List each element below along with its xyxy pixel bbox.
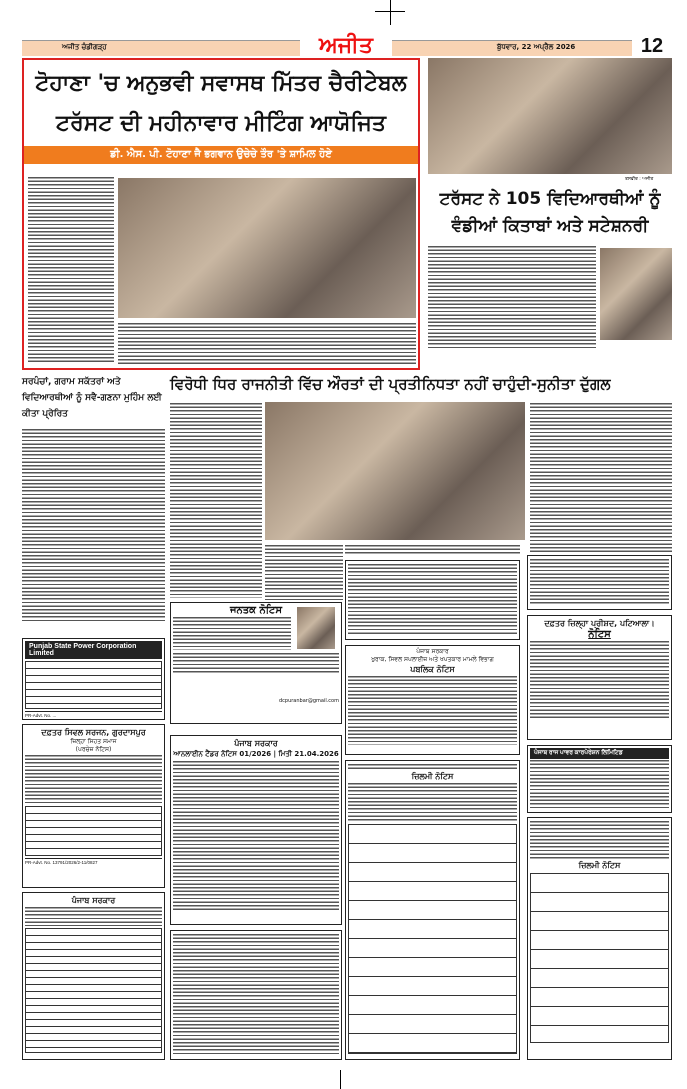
trust-photo-small: [600, 248, 672, 340]
ad-body: [173, 652, 339, 674]
ad-body: [530, 558, 669, 605]
article-body: [118, 322, 416, 364]
photo-credit: ਤਸਵੀਰ : ਅਜੀਤ: [625, 177, 654, 182]
edition-label: ਅਜੀਤ ਚੰਡੀਗੜ੍ਹ: [62, 43, 107, 51]
census-headline: ਸਰਪੰਚਾਂ, ਗਰਾਮ ਸਕੱਤਰਾਂ ਅਤੇ ਵਿਦਿਆਰਥੀਆਂ ਨੂੰ ਸਵੈ-ਗਣਨਾ ਮੁਹਿੰਮ ਲਈ ਕੀਤਾ ਪ੍ਰੇਰਿਤ: [22, 377, 162, 419]
trust-headline: ਟਰੱਸਟ ਨੇ 105 ਵਿਦਿਆਰਥੀਆਂ ਨੂੰ ਵੰਡੀਆਂ ਕਿਤਾਬਾਂ ਅਤੇ ਸਟੇਸ਼ਨਰੀ: [439, 189, 661, 236]
ad-notice: [345, 560, 520, 640]
duggal-photo: [265, 402, 525, 540]
ad-subtitle: ਖੁਰਾਕ, ਸਿਵਲ ਸਪਲਾਈਜ਼ ਅਤੇ ਖਪਤਕਾਰ ਮਾਮਲੇ ਵਿਭਾਗ: [371, 656, 494, 663]
person-photo: [297, 607, 335, 649]
lead-subhead: ਡੀ. ਐਸ. ਪੀ. ਟੋਹਾਣਾ ਜੈ ਭਗਵਾਨ ਉਚੇਚੇ ਤੌਰ 'ਤੇ ਸ਼ਾਮਿਲ ਹੋਏ: [24, 146, 418, 164]
photo-caption: [345, 544, 520, 556]
article-body: [22, 428, 165, 622]
ad-title: ਪੰਜਾਬ ਸਰਕਾਰ: [71, 896, 116, 905]
ad-subtitle: (ਪਰਚੇਜ਼ ਨੋਟਿਸ): [75, 746, 112, 753]
date-label: ਬੁੱਧਵਾਰ, 22 ਅਪ੍ਰੈਲ 2026: [497, 43, 576, 51]
duggal-headline: ਵਿਰੋਧੀ ਧਿਰ ਰਾਜਨੀਤੀ ਵਿੱਚ ਔਰਤਾਂ ਦੀ ਪ੍ਰਤੀਨਿਧਤਾ ਨਹੀਂ ਚਾਹੁੰਦੀ-ਸੁਨੀਤਾ ਦੁੱਗਲ: [170, 375, 611, 393]
ad-notice: [527, 555, 672, 610]
ad-body: [348, 782, 517, 822]
ad-body: [348, 675, 517, 745]
ad-civil-surgeon: [22, 724, 165, 888]
ad-body: [173, 933, 339, 1055]
ad-title: ਜ਼ਿਲਮੀ ਨੋਟਿਸ: [578, 861, 621, 870]
ad-body: [173, 616, 291, 650]
article-body: [28, 176, 114, 364]
ad-footer: PR-Advt. No. ...: [25, 711, 162, 718]
ad-title: ਪੰਜਾਬ ਰਾਜ ਪਾਵਰ ਕਾਰਪੋਰੇਸ਼ਨ ਲਿਮਿਟਿਡ: [530, 748, 669, 759]
trust-photo: [428, 58, 672, 174]
ad-table: [25, 806, 162, 856]
ad-title: ਜ਼ਿਲਮੀ ਨੋਟਿਸ: [411, 772, 454, 781]
ad-public-notice: [170, 602, 342, 724]
ad-body: [530, 759, 669, 809]
ad-table: [25, 661, 162, 709]
ad-subtitle: ਜ਼ਿਲ੍ਹਾ ਸਿਹਤ ਸਮਾਜ: [70, 738, 117, 745]
ad-table: [348, 824, 517, 1054]
ad-body: [25, 754, 162, 804]
ad-email: dcpuranbar@gmail.com: [278, 698, 339, 704]
ad-food-dept: [345, 645, 520, 755]
ad-tender: [170, 735, 342, 925]
page-number: 12: [632, 34, 672, 58]
ad-title: ਜਨਤਕ ਨੋਟਿਸ: [229, 605, 283, 616]
ad-title: ਦਫ਼ਤਰ ਜ਼ਿਲ੍ਹਾ ਪ੍ਰੀਸ਼ਦ, ਪਟਿਆਲਾ।: [544, 619, 655, 628]
ad-title: ਪੰਜਾਬ ਸਰਕਾਰ: [234, 739, 278, 748]
ad-footer: PR-Advt. No. 13791/2026/2-11/0827: [25, 858, 162, 865]
article-body: [530, 402, 672, 552]
ad-body: [25, 906, 162, 926]
ad-title: Punjab State Power Corporation Limited: [25, 641, 162, 659]
ad-notice: [170, 930, 342, 1060]
lead-photo: [118, 178, 416, 318]
ad-subtitle: ਪਬਲਿਕ ਨੋਟਿਸ: [410, 665, 455, 674]
ad-header: [348, 763, 517, 771]
ad-body: [530, 640, 669, 720]
ad-auction-mid: [345, 760, 520, 1060]
ad-auction-right: [527, 817, 672, 1060]
newspaper-logo: ਅਜੀਤ: [300, 34, 392, 58]
crop-mark: [340, 1070, 341, 1089]
ad-title: ਪੰਜਾਬ ਸਰਕਾਰ: [416, 648, 449, 655]
ad-subtitle: ਆਨਲਾਈਨ ਟੈਂਡਰ ਨੋਟਿਸ 01/2026 | ਮਿਤੀ 21.04.2026: [173, 750, 339, 758]
crop-mark: [390, 0, 391, 25]
ad-table: [530, 873, 669, 1043]
article-body: [265, 544, 343, 600]
ad-pspcl: [22, 638, 165, 720]
lead-headline-1: ਟੋਹਾਣਾ 'ਚ ਅਨੁਭਵੀ ਸਵਾਸਥ ਮਿੱਤਰ ਚੈਰੀਟੇਬਲ: [35, 71, 407, 96]
lead-headline-2: ਟਰੱਸਟ ਦੀ ਮਹੀਨਾਵਾਰ ਮੀਟਿੰਗ ਆਯੋਜਿਤ: [56, 111, 386, 136]
article-body: [170, 402, 262, 598]
ad-subtitle: ਨੋਟਿਸ: [588, 629, 611, 640]
lead-story: [22, 58, 420, 370]
ad-zila-parishad: [527, 615, 672, 740]
ad-body: [348, 563, 517, 635]
article-body: [428, 245, 596, 350]
ad-pspcl-punjabi: [527, 745, 672, 813]
ad-punjab-govt: [22, 892, 165, 1060]
crop-mark: [375, 11, 405, 12]
ad-body: [173, 760, 339, 910]
ad-title: ਦਫ਼ਤਰ ਸਿਵਲ ਸਰਜਨ, ਗੁਰਦਾਸਪੁਰ: [41, 728, 146, 737]
ad-table: [25, 928, 162, 1053]
ad-body: [530, 820, 669, 860]
